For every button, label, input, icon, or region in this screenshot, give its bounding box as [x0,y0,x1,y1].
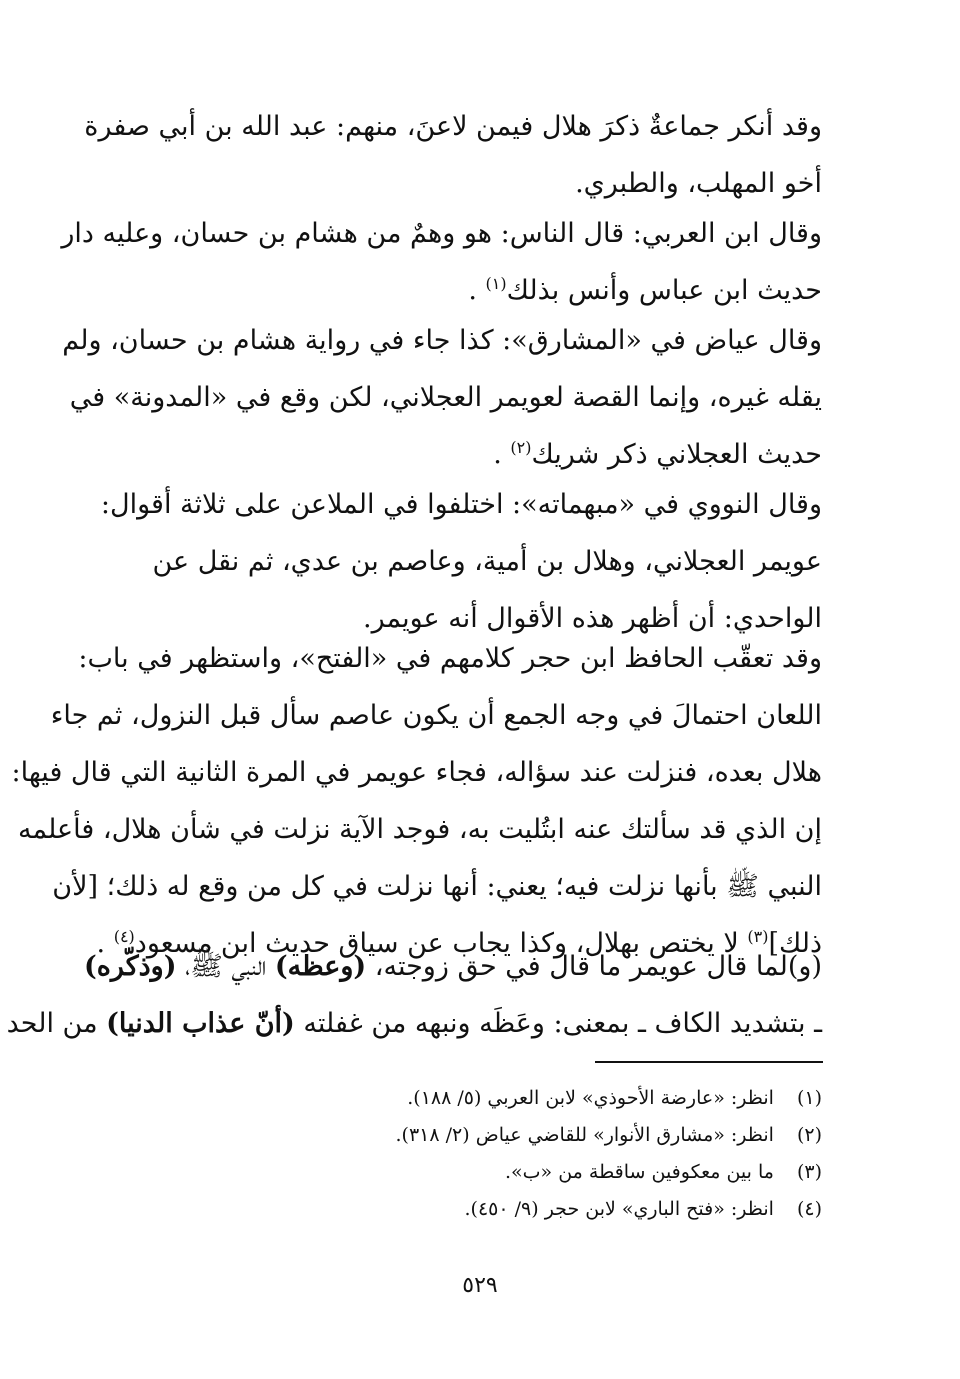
footnote-number: (٤) [796,1198,822,1220]
text-line: وقال النووي في «مبهماته»: اختلفوا في الملاعن على ثلاثة أقوال: [100,489,822,520]
footnotes-list [300,1080,822,1228]
text-line [83,938,822,995]
text-line: وقد أنكر جماعةٌ ذكرَ هلال فيمن لاعنَ، منهم: عبد الله بن أبي صفرة [84,111,822,142]
footnote-text: انظر: «فتح الباري» لابن حجر (٩/ ٤٥٠). [464,1198,774,1220]
paragraph-4 [100,476,822,647]
footnote-number: (١) [796,1087,822,1109]
footnote-text: انظر: «عارضة الأحوذي» لابن العربي (٥/ ١٨٨). [407,1087,774,1109]
paragraph-3 [62,312,822,483]
footnote-ref-1[interactable]: (١) [485,274,507,293]
text-line [110,426,822,483]
footnote-3 [300,1154,822,1191]
text-segment: من الحد [6,1008,107,1039]
text-segment: النبي ﷺ، [176,951,275,982]
text-line: عويمر العجلاني، وهلال بن أمية، وعاصم بن عدي، ثم نقل عن [152,546,822,577]
text-segment: ـ بتشديد الكاف ـ بمعنى: وعَظَه ونبهه من غفلته [294,1008,822,1039]
text-line [6,995,822,1052]
footnote-text: انظر: «مشارق الأنوار» للقاضي عياض (٢/ ٣١٨). [395,1124,774,1146]
text-line: وقد تعقّب الحافظ ابن حجر كلامهم في «الفتح»، واستظهر في باب: [78,643,822,674]
text-line: يقله غيره، وإنما القصة لعويمر العجلاني، لكن وقع في «المدونة» في [69,382,822,413]
paragraph-2 [61,205,822,319]
matn-text: (وعظه) [274,951,367,982]
matn-text: (أنّ عذاب الدنيا) [106,1008,295,1039]
text-line: إن الذي قد سألتك عنه ابتُليت به، فوجد الآية نزلت في شأن هلال، فأعلمه [18,814,822,845]
paragraph-1 [84,98,822,212]
text-segment: لا يختص بهلال، وكذا يجاب عن سياق حديث ابن مسعود [134,928,748,959]
commentary-paragraph [6,938,822,1052]
footnote-4 [300,1191,822,1228]
text-segment: حديث العجلاني ذكر شريك [531,439,822,470]
matn-text: (وذكّره) [83,951,177,982]
text-line: هلال بعده، فنزلت عند سؤاله، فجاء عويمر في المرة الثانية التي قال فيها: [11,757,822,788]
footnote-2 [300,1117,822,1154]
footnote-ref-3[interactable]: (٣) [747,927,769,946]
footnote-number: (٣) [796,1161,822,1183]
footnote-ref-4[interactable]: (٤) [113,927,135,946]
text-line [110,262,822,319]
text-segment: . [96,928,106,959]
footnote-divider [595,1061,823,1063]
footnote-1 [300,1080,822,1117]
text-line: وقال ابن العربي: قال الناس: هو وهمٌ من هشام بن حسان، وعليه دار [61,218,822,249]
text-line: أخو المهلب، والطبري. [575,168,822,199]
text-line: الواحدي: أن أظهر هذه الأقوال أنه عويمر. [362,603,822,634]
page-number: ٥٢٩ [462,1273,498,1298]
text-line: النبي ﷺ بأنها نزلت فيه؛ يعني: أنها نزلت في كل من وقع له ذلك؛ [لأن [52,871,822,902]
text-segment: (و)لما قال عويمر ما قال في حق زوجته، [366,951,822,982]
text-segment: . [468,275,477,306]
footnote-number: (٢) [796,1124,822,1146]
text-segment: . [493,439,502,470]
text-line: اللعان احتمالَ في وجه الجمع أن يكون عاصم سأل قبل النزول، ثم جاء [50,700,822,731]
text-segment: حديث ابن عباس وأنس بذلك [506,275,822,306]
footnote-text: ما بين معكوفين ساقطة من «ب». [504,1161,774,1183]
text-segment: ذلك] [768,928,822,959]
footnote-ref-2[interactable]: (٢) [510,438,532,457]
text-line: وقال عياض في «المشارق»: كذا جاء في رواية هشام بن حسان، ولم [62,325,822,356]
